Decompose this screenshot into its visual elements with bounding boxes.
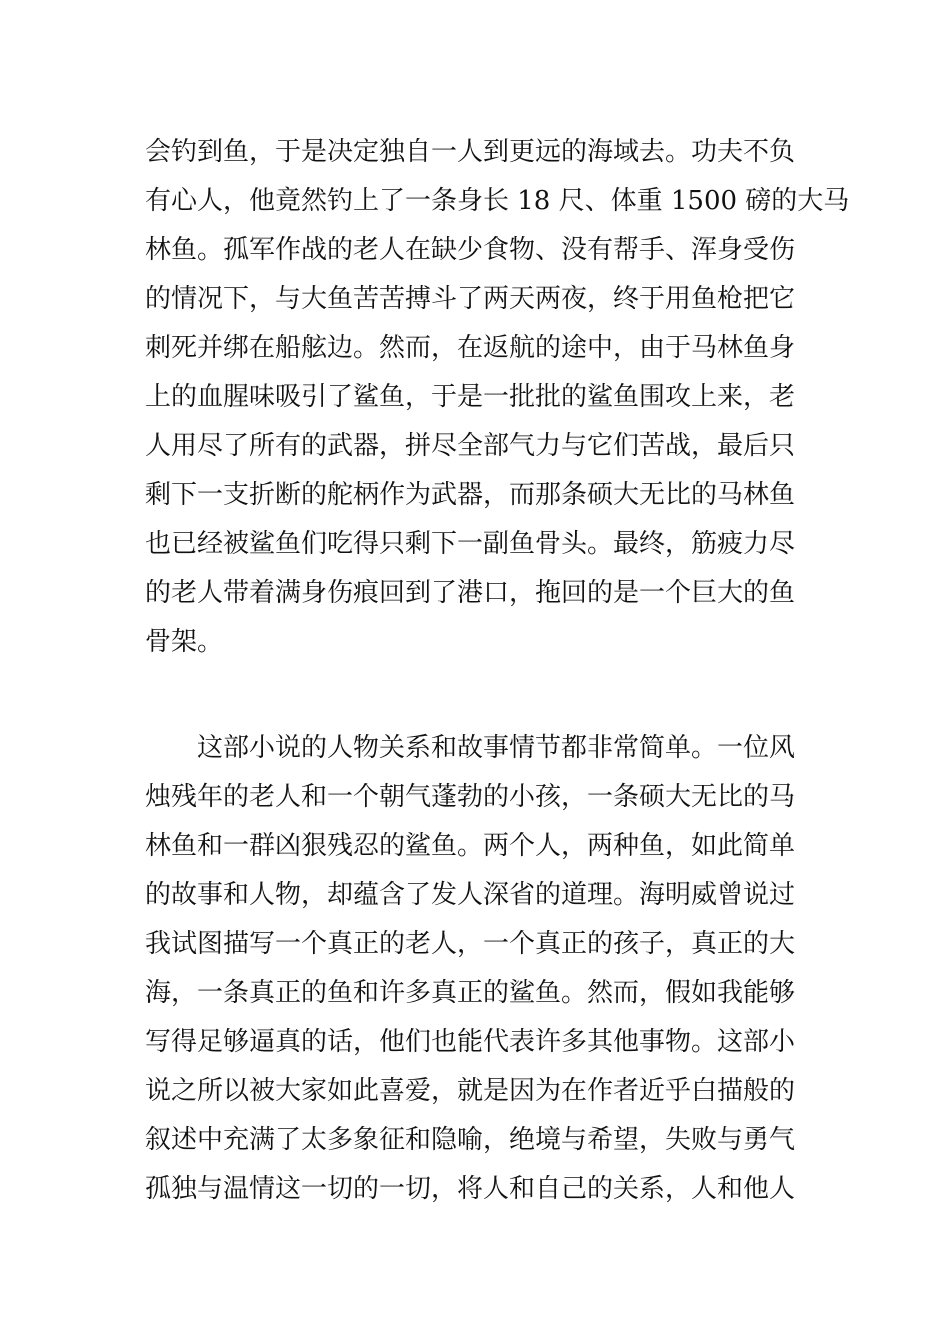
text-line: 海，一条真正的鱼和许多真正的鲨鱼。然而，假如我能够 <box>145 978 796 1008</box>
text-line: 孤独与温情这一切的一切，将人和自己的关系，人和他人 <box>145 1174 796 1204</box>
text-line: 这部小说的人物关系和故事情节都非常简单。一位风 <box>197 733 796 763</box>
text-line: 的故事和人物，却蕴含了发人深省的道理。海明威曾说过 <box>145 880 796 910</box>
text-line: 的老人带着满身伤痕回到了港口，拖回的是一个巨大的鱼 <box>145 578 796 608</box>
text-line: 说之所以被大家如此喜爱，就是因为在作者近乎白描般的 <box>145 1076 796 1106</box>
text-line: 叙述中充满了太多象征和隐喻，绝境与希望，失败与勇气 <box>145 1125 796 1155</box>
text-line: 林鱼和一群凶狠残忍的鲨鱼。两个人，两种鱼，如此简单 <box>145 831 796 861</box>
text-line: 剩下一支折断的舵柄作为武器，而那条硕大无比的马林鱼 <box>145 480 796 510</box>
text-line: 人用尽了所有的武器，拼尽全部气力与它们苦战，最后只 <box>145 431 796 461</box>
text-line: 林鱼。孤军作战的老人在缺少食物、没有帮手、浑身受伤 <box>145 235 796 265</box>
text-line: 有心人，他竟然钓上了一条身长 18 尺、体重 1500 磅的大马 <box>145 186 850 216</box>
text-line: 烛残年的老人和一个朝气蓬勃的小孩，一条硕大无比的马 <box>145 782 796 812</box>
text-line: 我试图描写一个真正的老人，一个真正的孩子，真正的大 <box>145 929 796 959</box>
text-line: 写得足够逼真的话，他们也能代表许多其他事物。这部小 <box>145 1027 796 1057</box>
text-line: 刺死并绑在船舷边。然而，在返航的途中，由于马林鱼身 <box>145 333 796 363</box>
text-line: 的情况下，与大鱼苦苦搏斗了两天两夜，终于用鱼枪把它 <box>145 284 796 314</box>
text-line: 骨架。 <box>145 627 224 657</box>
text-line: 上的血腥味吸引了鲨鱼，于是一批批的鲨鱼围攻上来，老 <box>145 382 796 412</box>
text-line: 也已经被鲨鱼们吃得只剩下一副鱼骨头。最终，筋疲力尽 <box>145 529 796 559</box>
text-line: 会钓到鱼，于是决定独自一人到更远的海域去。功夫不负 <box>145 137 796 167</box>
